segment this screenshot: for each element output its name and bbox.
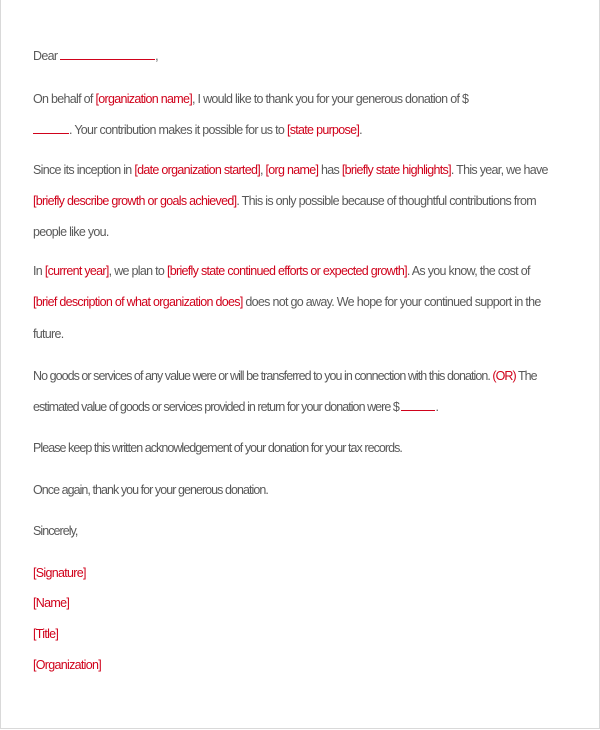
letter-line xyxy=(33,192,536,210)
body-text: In xyxy=(33,264,45,278)
letter-line xyxy=(33,439,402,457)
letter-line xyxy=(33,223,109,241)
letter-line xyxy=(33,656,101,674)
body-text: . This is only possible because of thoughtful contributions from xyxy=(236,194,536,208)
body-text: Once again, thank you for your generous donation. xyxy=(33,483,268,497)
letter-line xyxy=(33,625,58,643)
letter-line xyxy=(33,121,362,139)
body-text: Please keep this written acknowledgement of your donation for your tax records. xyxy=(33,441,402,455)
body-text: estimated value of goods or services provided in return for your donation were $ xyxy=(33,400,402,414)
body-text: Dear xyxy=(33,49,61,63)
body-text: . xyxy=(435,400,438,414)
body-text: . xyxy=(359,123,362,137)
placeholder-text: [brief description of what organization does] xyxy=(33,295,243,309)
fill-in-blank[interactable] xyxy=(401,398,435,411)
placeholder-text: [briefly describe growth or goals achieved] xyxy=(33,194,237,208)
body-text: Sincerely, xyxy=(33,524,78,538)
placeholder-text: [current year] xyxy=(44,264,109,278)
placeholder-text: [Signature] xyxy=(33,566,86,580)
body-text: On behalf of xyxy=(33,92,96,106)
body-text: The xyxy=(515,369,537,383)
body-text: , we plan to xyxy=(108,264,167,278)
body-text: does not go away. We hope for your continued support in the xyxy=(242,295,541,309)
placeholder-text: [date organization started] xyxy=(134,163,260,177)
body-text: No goods or services of any value were or will be transferred to you in connection with this donation. xyxy=(33,369,493,383)
body-text: has xyxy=(318,163,342,177)
body-text: , I would like to thank you for your generous donation of $ xyxy=(191,92,469,106)
fill-in-blank[interactable] xyxy=(60,47,155,60)
letter-line xyxy=(33,564,86,582)
placeholder-text: [organization name] xyxy=(95,92,192,106)
placeholder-text: [Organization] xyxy=(33,658,102,672)
placeholder-text: [Name] xyxy=(33,596,70,610)
fill-in-blank[interactable] xyxy=(33,121,69,134)
letter-line xyxy=(33,161,548,179)
letter-line xyxy=(33,293,541,311)
letter-line xyxy=(33,90,468,108)
letter-line xyxy=(33,262,530,280)
placeholder-text: [briefly state continued efforts or expected growth] xyxy=(166,264,407,278)
placeholder-text: [state purpose] xyxy=(286,123,360,137)
body-text: , xyxy=(155,49,158,63)
body-text: . As you know, the cost of xyxy=(406,264,530,278)
body-text: . This year, we have xyxy=(450,163,548,177)
body-text: , xyxy=(259,163,266,177)
letter-line xyxy=(33,325,64,343)
body-text: people like you. xyxy=(33,225,109,239)
placeholder-text: (OR) xyxy=(492,369,516,383)
placeholder-text: [briefly state highlights] xyxy=(341,163,451,177)
body-text: . Your contribution makes it possible for us to xyxy=(69,123,287,137)
letter-line xyxy=(33,522,77,540)
letter-line xyxy=(33,47,158,65)
placeholder-text: [org name] xyxy=(265,163,319,177)
letter-line xyxy=(33,367,537,385)
letter-line xyxy=(33,481,268,499)
placeholder-text: [Title] xyxy=(33,627,59,641)
body-text: Since its inception in xyxy=(33,163,135,177)
body-text: future. xyxy=(33,327,64,341)
letter-line xyxy=(33,594,69,612)
letter-line xyxy=(33,398,438,416)
